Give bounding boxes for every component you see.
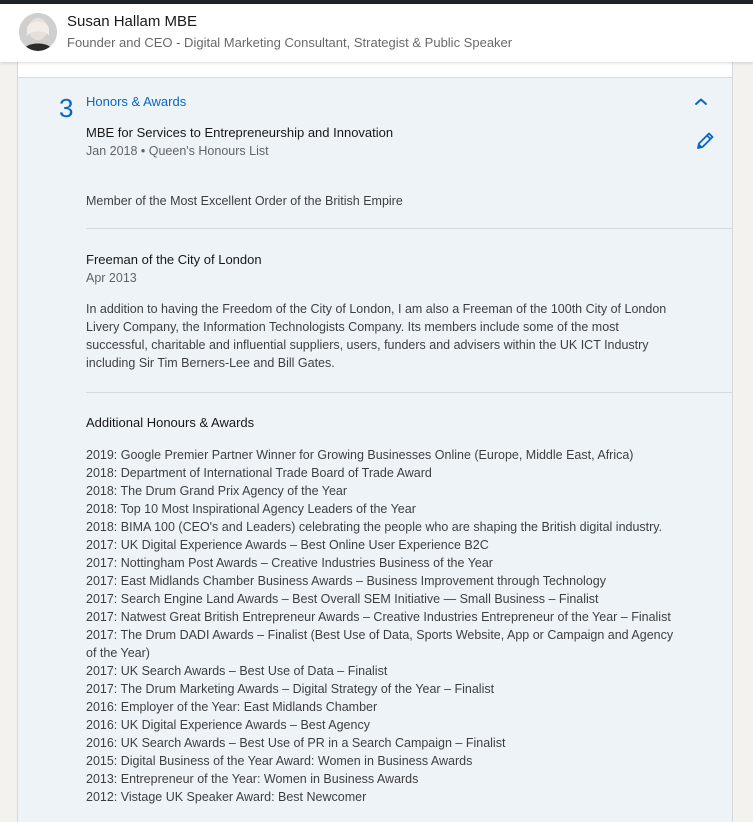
list-item: 2019: Google Premier Partner Winner for Growing Businesses Online (Europe, Middle East, Africa)	[86, 448, 634, 462]
list-item: 2017: Natwest Great British Entrepreneur Awards – Creative Industries Entrepreneur of the Year – Finalist	[86, 610, 671, 624]
award-date: Apr 2013	[86, 271, 137, 285]
list-item: 2012: Vistage UK Speaker Award: Best Newcomer	[86, 790, 367, 804]
list-item: 2013: Entrepreneur of the Year: Women in Business Awards	[86, 772, 419, 786]
additional-awards-list	[86, 446, 686, 806]
profile-name: Susan Hallam MBE	[67, 13, 198, 30]
avatar[interactable]	[19, 13, 57, 51]
list-item: 2018: Department of International Trade Board of Trade Award	[86, 466, 432, 480]
list-item: 2018: BIMA 100 (CEO's and Leaders) celebrating the people who are shaping the British digital industry.	[86, 520, 663, 534]
card-top-strip	[18, 62, 732, 78]
award-description: Member of the Most Excellent Order of the British Empire	[86, 194, 403, 208]
award-title: Additional Honours & Awards	[86, 415, 255, 430]
section-number: 3	[59, 93, 74, 123]
list-item: 2017: Search Engine Land Awards – Best Overall SEM Initiative — Small Business – Finalist	[86, 592, 599, 606]
award-description: In addition to having the Freedom of the City of London, I am also a Freeman of the 100th City of London Livery Company, the Information Technologists Company. Its members include some of the most successful, charitable and influential suppliers, users, funders and advisers within the UK ICT Industry including Sir Tim Berners-Lee and Bill Gates.	[86, 302, 667, 370]
award-date-issuer: Jan 2018 • Queen's Honours List	[86, 144, 269, 158]
list-item: 2018: The Drum Grand Prix Agency of the Year	[86, 484, 348, 498]
profile-headline: Founder and CEO - Digital Marketing Consultant, Strategist & Public Speaker	[67, 35, 513, 50]
avatar-photo-icon	[19, 13, 57, 51]
list-item: 2017: UK Search Awards – Best Use of Data – Finalist	[86, 664, 388, 678]
award-entry-mbe	[86, 124, 732, 210]
list-item: 2016: UK Search Awards – Best Use of PR in a Search Campaign – Finalist	[86, 736, 506, 750]
list-item: 2018: Top 10 Most Inspirational Agency Leaders of the Year	[86, 502, 416, 516]
award-title: MBE for Services to Entrepreneurship and Innovation	[86, 125, 394, 140]
award-entry-freeman	[86, 251, 732, 372]
divider	[86, 228, 732, 229]
list-item: 2017: The Drum Marketing Awards – Digital Strategy of the Year – Finalist	[86, 682, 495, 696]
award-title: Freeman of the City of London	[86, 252, 262, 267]
section-title[interactable]: Honors & Awards	[86, 94, 187, 109]
list-item: 2017: The Drum DADI Awards – Finalist (Best Use of Data, Sports Website, App or Campaign and Agency of the Year)	[86, 628, 674, 660]
list-item: 2016: Employer of the Year: East Midlands Chamber	[86, 700, 378, 714]
list-item: 2015: Digital Business of the Year Award: Women in Business Awards	[86, 754, 473, 768]
list-item: 2017: Nottingham Post Awards – Creative Industries Business of the Year	[86, 556, 493, 570]
list-item: 2017: East Midlands Chamber Business Awards – Business Improvement through Technology	[86, 574, 606, 588]
list-item: 2016: UK Digital Experience Awards – Best Agency	[86, 718, 370, 732]
honors-awards-section	[17, 62, 733, 822]
list-item: 2017: UK Digital Experience Awards – Best Online User Experience B2C	[86, 538, 489, 552]
divider	[86, 392, 732, 393]
chevron-up-icon[interactable]	[692, 95, 710, 109]
award-entry-additional	[86, 414, 732, 806]
profile-header	[0, 4, 753, 62]
